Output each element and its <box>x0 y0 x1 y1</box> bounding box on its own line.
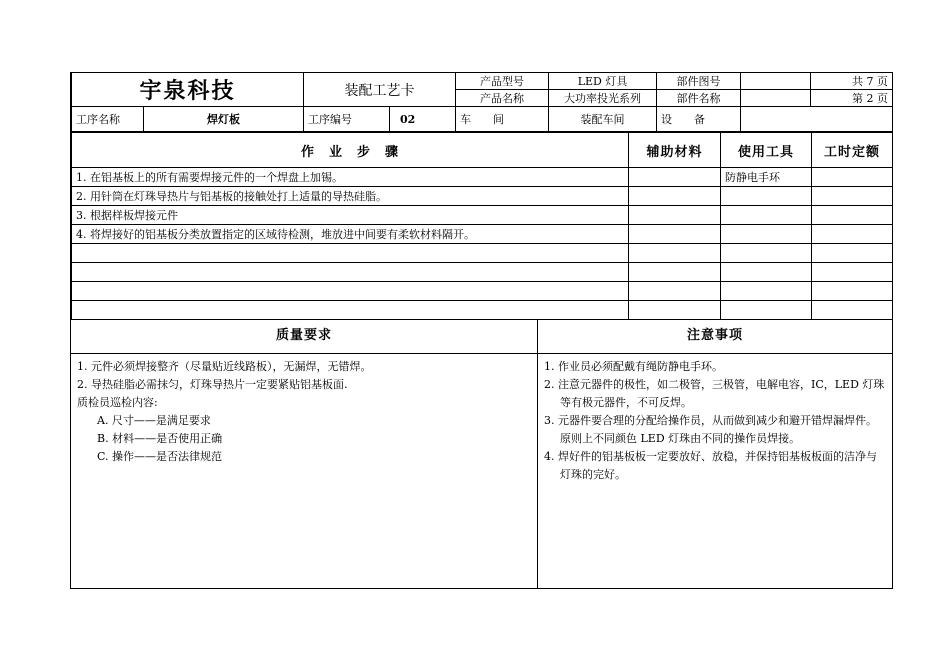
part-name-value <box>741 90 811 107</box>
header-table <box>71 72 893 132</box>
tools-header: 使用工具 <box>721 133 812 168</box>
product-model-label: 产品型号 <box>456 73 549 90</box>
step-row <box>72 301 893 320</box>
step-row <box>72 282 893 301</box>
equipment-label: 设 备 <box>657 107 741 132</box>
step-row <box>72 244 893 263</box>
step-time <box>812 301 893 320</box>
step-material <box>629 225 721 244</box>
step-row <box>72 187 893 206</box>
workshop-label: 车 间 <box>456 107 549 132</box>
part-name-label: 部件名称 <box>657 90 741 107</box>
company-name: 宇泉科技 <box>72 73 304 107</box>
time-header: 工时定额 <box>812 133 893 168</box>
step-row <box>72 206 893 225</box>
notes-title: 注意事项 <box>538 319 892 354</box>
product-name-value: 大功率投光系列 <box>549 90 657 107</box>
note-item: 4. 焊好件的铝基板板一定要放好、放稳，并保持铝基板板面的洁净与灯珠的完好。 <box>544 450 877 481</box>
step-row <box>72 225 893 244</box>
notes-panel <box>538 319 892 589</box>
part-drawing-label: 部件图号 <box>657 73 741 90</box>
steps-header: 作 业 步 骤 <box>72 133 629 168</box>
step-text <box>72 301 629 320</box>
step-material <box>629 168 721 187</box>
step-tool <box>721 206 812 225</box>
quality-line: 质检员巡检内容: <box>77 396 158 409</box>
quality-check: C. 操作——是否法律规范 <box>97 450 223 463</box>
page-number: 第 2 页 <box>811 90 893 107</box>
step-tool <box>721 225 812 244</box>
steps-table <box>71 132 893 320</box>
step-tool <box>721 187 812 206</box>
step-tool <box>721 244 812 263</box>
card-title: 装配工艺卡 <box>304 73 456 107</box>
quality-body <box>71 354 537 470</box>
quality-line: 2. 导热硅脂必需抹匀，灯珠导热片一定要紧贴铝基板面. <box>77 378 348 391</box>
quality-check: A. 尺寸——是满足要求 <box>97 414 211 427</box>
process-no-label: 工序编号 <box>304 107 390 132</box>
part-drawing-value <box>741 73 811 90</box>
workshop-value: 装配车间 <box>549 107 657 132</box>
process-no-value: 02 <box>390 107 456 132</box>
step-text: 3. 根据样板焊接元件 <box>72 206 629 225</box>
step-material <box>629 187 721 206</box>
step-row <box>72 168 893 187</box>
step-material <box>629 244 721 263</box>
quality-check: B. 材料——是否使用正确 <box>97 432 223 445</box>
process-card <box>70 72 893 589</box>
step-time <box>812 206 893 225</box>
step-time <box>812 168 893 187</box>
quality-title: 质量要求 <box>71 319 537 354</box>
product-name-label: 产品名称 <box>456 90 549 107</box>
step-tool <box>721 301 812 320</box>
quality-line: 1. 元件必须焊接整齐（尽量贴近线路板），无漏焊，无错焊。 <box>77 360 372 373</box>
step-material <box>629 301 721 320</box>
note-item: 3. 元器件要合理的分配给操作员，从而做到减少和避开错焊漏焊件。原则上不同颜色 LED 灯珠由不同的操作员焊接。 <box>544 414 877 445</box>
requirements-section <box>71 319 892 589</box>
process-name-value: 焊灯板 <box>144 107 304 132</box>
step-text: 4. 将焊接好的铝基板分类放置指定的区域待检测，堆放进中间要有柔软材料隔开。 <box>72 225 629 244</box>
step-material <box>629 263 721 282</box>
materials-header: 辅助材料 <box>629 133 721 168</box>
step-material <box>629 282 721 301</box>
step-tool: 防静电手环 <box>721 168 812 187</box>
step-row <box>72 263 893 282</box>
step-text <box>72 244 629 263</box>
step-text: 1. 在铝基板上的所有需要焊接元件的一个焊盘上加锡。 <box>72 168 629 187</box>
step-time <box>812 263 893 282</box>
equipment-value <box>741 107 893 132</box>
step-time <box>812 187 893 206</box>
note-item: 1. 作业员必须配戴有绳防静电手环。 <box>544 360 723 373</box>
step-text: 2. 用针筒在灯珠导热片与铝基板的接触处打上适量的导热硅脂。 <box>72 187 629 206</box>
step-tool <box>721 282 812 301</box>
total-pages: 共 7 页 <box>811 73 893 90</box>
step-text <box>72 282 629 301</box>
step-time <box>812 244 893 263</box>
step-time <box>812 225 893 244</box>
step-tool <box>721 263 812 282</box>
step-text <box>72 263 629 282</box>
process-name-label: 工序名称 <box>72 107 144 132</box>
quality-panel <box>71 319 538 589</box>
note-item: 2. 注意元器件的极性，如二极管，三极管，电解电容，IC，LED 灯珠等有极元器件，不可反焊。 <box>544 378 885 409</box>
product-model-value: LED 灯具 <box>549 73 657 90</box>
step-time <box>812 282 893 301</box>
notes-body <box>538 354 892 488</box>
step-material <box>629 206 721 225</box>
